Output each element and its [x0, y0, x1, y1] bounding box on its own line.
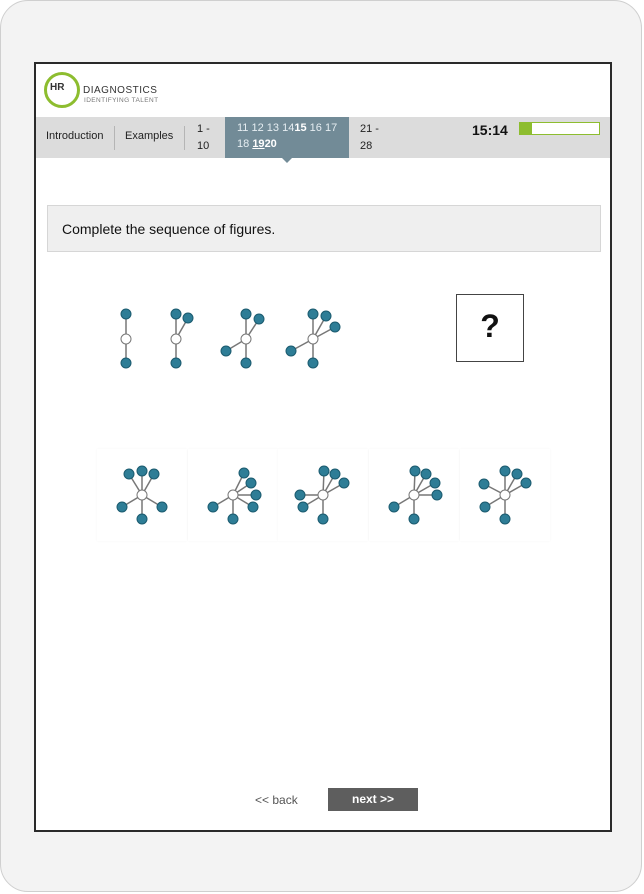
logo-name: DIAGNOSTICS: [83, 85, 158, 96]
option-4-figure: [369, 449, 459, 541]
q-18[interactable]: 18: [237, 138, 250, 150]
q-12[interactable]: 12: [251, 122, 264, 134]
option-5-figure: [460, 449, 550, 541]
answer-option-3[interactable]: [278, 449, 368, 541]
option-1-figure: [97, 449, 187, 541]
option-2-figure: [188, 449, 278, 541]
nav-introduction[interactable]: Introduction: [46, 130, 104, 142]
q-11[interactable]: 11: [237, 122, 249, 134]
range-1-top: 1 -: [197, 123, 210, 135]
sequence-figure-2: [156, 299, 206, 374]
next-button[interactable]: next >>: [328, 788, 418, 811]
instruction-box: [47, 205, 601, 252]
answer-option-2[interactable]: [188, 449, 278, 541]
nav-range-1-10[interactable]: [197, 121, 210, 155]
current-row-2: [237, 138, 277, 150]
screen: [34, 62, 612, 832]
logo: [44, 72, 244, 112]
time-progress-fill: [520, 123, 532, 134]
unknown-figure-box: [456, 294, 524, 362]
question-mark: ?: [480, 308, 500, 344]
back-button[interactable]: << back: [255, 793, 298, 807]
answer-option-4[interactable]: [369, 449, 459, 541]
q-13[interactable]: 13: [266, 122, 280, 134]
current-indicator-arrow: [282, 158, 292, 163]
nav-range-21-28[interactable]: [360, 121, 379, 155]
sequence-figure-4: [281, 299, 346, 374]
timer: 15:14: [472, 122, 508, 138]
q-14[interactable]: 14: [282, 122, 295, 134]
logo-tagline: IDENTIFYING TALENT: [84, 97, 159, 104]
nav-divider: [184, 126, 185, 150]
q-17[interactable]: 17: [324, 122, 338, 134]
nav-range-current: [225, 117, 349, 158]
range-3-top: 21 -: [360, 123, 379, 135]
answer-option-1[interactable]: [97, 449, 187, 541]
sequence-figure-1: [106, 299, 146, 374]
range-3-bottom: 28: [360, 140, 373, 152]
current-row-1: [237, 122, 337, 134]
option-3-figure: [278, 449, 368, 541]
answer-option-5[interactable]: [460, 449, 550, 541]
nav-divider: [114, 126, 115, 150]
q-20[interactable]: 20: [264, 138, 277, 150]
instruction-text: Complete the sequence of figures.: [62, 221, 276, 237]
sequence-figure-3: [216, 299, 271, 374]
nav-examples[interactable]: Examples: [125, 130, 174, 142]
time-progress-bar: [519, 122, 600, 135]
q-15[interactable]: 15: [294, 122, 307, 134]
q-16[interactable]: 16: [309, 122, 322, 134]
q-19-selected[interactable]: 19: [252, 138, 265, 150]
range-1-bottom: 10: [197, 140, 210, 152]
logo-hr: HR: [50, 82, 65, 93]
